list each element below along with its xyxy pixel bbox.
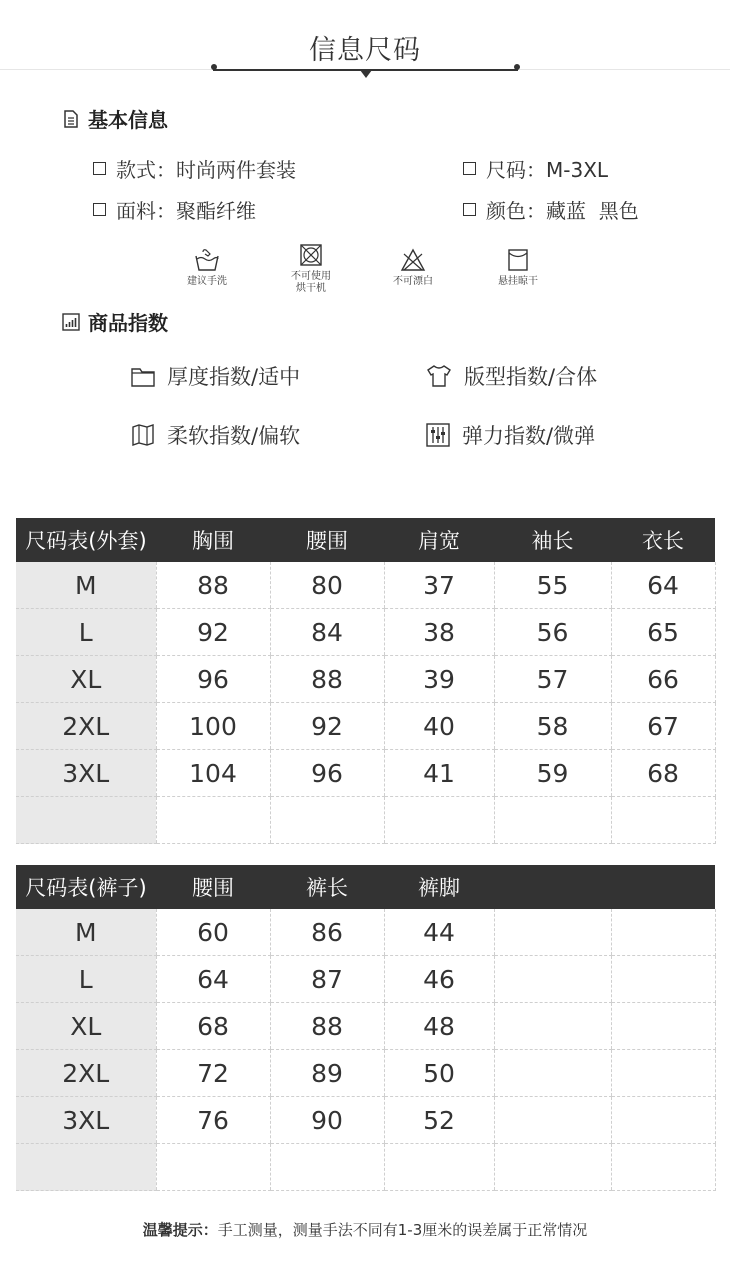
table-cell: 59 (494, 750, 611, 797)
table-cell: 100 (156, 703, 270, 750)
table-cell (494, 797, 611, 844)
tshirt-icon (426, 364, 452, 388)
care-no-bleach (373, 248, 453, 288)
table-row (16, 609, 715, 656)
table-cell: 68 (611, 750, 715, 797)
table-cell (494, 1050, 611, 1097)
note-label: 温馨提示： (142, 1221, 218, 1239)
table-cell (611, 1097, 715, 1144)
table-cell: 38 (384, 609, 494, 656)
table-cell: 41 (384, 750, 494, 797)
table-cell: 88 (270, 656, 384, 703)
size-cell: XL (16, 1003, 156, 1050)
care-no-bleach-label: 不可漂白 (393, 276, 433, 287)
size-cell: 2XL (16, 1050, 156, 1097)
table-cell: 50 (384, 1050, 494, 1097)
table-row (16, 562, 715, 609)
jacket-size-table (16, 518, 716, 844)
table-row (16, 909, 715, 956)
table-cell: 104 (156, 750, 270, 797)
table-cell (611, 1144, 715, 1191)
index-thickness (131, 361, 300, 391)
table-cell (494, 1144, 611, 1191)
table-cell (494, 956, 611, 1003)
table-row (16, 1050, 715, 1097)
size-cell: 3XL (16, 1097, 156, 1144)
hang-dry-icon (506, 248, 530, 272)
table-cell (270, 1144, 384, 1191)
product-index-heading (62, 307, 168, 336)
index-elasticity (426, 420, 595, 450)
bar-chart-icon (62, 313, 80, 331)
table-cell: 64 (156, 956, 270, 1003)
checkbox-square-icon (463, 162, 476, 175)
table-cell: 84 (270, 609, 384, 656)
table-cell: 72 (156, 1050, 270, 1097)
table-cell (611, 1050, 715, 1097)
table-header-cell: 裤脚 (384, 865, 494, 909)
table-cell (494, 1003, 611, 1050)
table-cell: 87 (270, 956, 384, 1003)
title-line-dot-right (514, 64, 520, 70)
info-size-text: 尺码：M-3XL (486, 158, 609, 182)
table-cell: 44 (384, 909, 494, 956)
title-triangle-marker (360, 70, 372, 78)
size-cell: M (16, 562, 156, 609)
index-softness-text: 柔软指数/偏软 (167, 424, 301, 448)
care-no-tumble-dry-label-2: 烘干机 (296, 283, 326, 294)
measurement-note (0, 1219, 730, 1240)
folder-icon (131, 365, 155, 387)
table-header-row (16, 865, 715, 909)
table-cell: 68 (156, 1003, 270, 1050)
table-cell (156, 797, 270, 844)
table-cell: 52 (384, 1097, 494, 1144)
table-cell: 65 (611, 609, 715, 656)
table-cell (611, 797, 715, 844)
basic-info-heading (62, 104, 168, 133)
table-row-empty (16, 797, 715, 844)
table-row (16, 1097, 715, 1144)
index-softness (131, 420, 300, 450)
table-cell (611, 956, 715, 1003)
table-header-cell: 袖长 (494, 518, 611, 562)
table-cell: 56 (494, 609, 611, 656)
table-cell: 89 (270, 1050, 384, 1097)
info-color-text: 颜色：藏蓝 黑色 (486, 199, 639, 223)
info-color (463, 195, 639, 224)
table-cell (494, 909, 611, 956)
table-header-cell: 胸围 (156, 518, 270, 562)
care-hang-dry (478, 248, 558, 288)
size-cell: M (16, 909, 156, 956)
hand-wash-icon (194, 248, 220, 272)
no-tumble-dry-icon (299, 243, 323, 267)
table-header-cell: 衣长 (611, 518, 715, 562)
table-header-cell: 腰围 (156, 865, 270, 909)
care-hand-wash (167, 248, 247, 288)
table-cell (611, 1003, 715, 1050)
table-header-cell: 尺码表(裤子) (16, 865, 156, 909)
table-row (16, 656, 715, 703)
table-cell: 76 (156, 1097, 270, 1144)
table-cell (384, 797, 494, 844)
index-elasticity-text: 弹力指数/微弹 (462, 424, 596, 448)
size-cell: XL (16, 656, 156, 703)
checkbox-square-icon (93, 162, 106, 175)
table-cell: 64 (611, 562, 715, 609)
table-cell: 40 (384, 703, 494, 750)
table-cell: 67 (611, 703, 715, 750)
table-row (16, 703, 715, 750)
size-cell: 2XL (16, 703, 156, 750)
table-cell (494, 1097, 611, 1144)
info-fabric (93, 195, 256, 224)
table-cell: 39 (384, 656, 494, 703)
table-cell: 92 (270, 703, 384, 750)
table-cell: 96 (270, 750, 384, 797)
table-header-cell: 裤长 (270, 865, 384, 909)
table-header-row (16, 518, 715, 562)
no-bleach-icon (400, 248, 426, 272)
table-row (16, 1003, 715, 1050)
document-icon (62, 110, 80, 128)
table-cell: 88 (270, 1003, 384, 1050)
checkbox-square-icon (463, 203, 476, 216)
size-cell: L (16, 609, 156, 656)
table-cell (384, 1144, 494, 1191)
table-header-cell: 腰围 (270, 518, 384, 562)
table-header-cell: 尺码表(外套) (16, 518, 156, 562)
index-fit (426, 361, 597, 391)
table-cell: 96 (156, 656, 270, 703)
care-hang-dry-label: 悬挂晾干 (498, 276, 538, 287)
product-index-heading-text: 商品指数 (88, 311, 168, 335)
care-no-tumble-dry-label-1: 不可使用 (291, 271, 331, 282)
table-cell: 80 (270, 562, 384, 609)
basic-info-heading-text: 基本信息 (88, 108, 168, 132)
table-cell: 88 (156, 562, 270, 609)
table-cell: 92 (156, 609, 270, 656)
info-fabric-text: 面料：聚酯纤维 (116, 199, 256, 223)
table-cell: 90 (270, 1097, 384, 1144)
info-size (463, 154, 608, 183)
care-hand-wash-label: 建议手洗 (187, 276, 227, 287)
checkbox-square-icon (93, 203, 106, 216)
table-cell: 57 (494, 656, 611, 703)
table-cell: 55 (494, 562, 611, 609)
care-no-tumble-dry (271, 243, 351, 295)
sliders-icon (426, 423, 450, 447)
table-cell: 37 (384, 562, 494, 609)
size-cell: 3XL (16, 750, 156, 797)
table-cell (270, 797, 384, 844)
table-cell (156, 1144, 270, 1191)
table-header-cell (611, 865, 715, 909)
fabric-icon (131, 423, 155, 447)
size-cell (16, 797, 156, 844)
table-header-cell: 肩宽 (384, 518, 494, 562)
info-style-text: 款式：时尚两件套装 (116, 158, 296, 182)
table-header-cell (494, 865, 611, 909)
size-cell: L (16, 956, 156, 1003)
table-cell: 66 (611, 656, 715, 703)
table-row-empty (16, 1144, 715, 1191)
table-cell: 46 (384, 956, 494, 1003)
table-cell: 58 (494, 703, 611, 750)
table-cell: 48 (384, 1003, 494, 1050)
index-thickness-text: 厚度指数/适中 (167, 365, 301, 389)
title-line-dot-left (211, 64, 217, 70)
table-cell: 86 (270, 909, 384, 956)
table-cell (611, 909, 715, 956)
table-row (16, 956, 715, 1003)
note-text: 手工测量，测量手法不同有1-3厘米的误差属于正常情况 (217, 1221, 588, 1239)
size-cell (16, 1144, 156, 1191)
pants-size-table (16, 865, 716, 1191)
info-style (93, 154, 296, 183)
table-row (16, 750, 715, 797)
index-fit-text: 版型指数/合体 (464, 365, 598, 389)
page-title: 信息尺码 (309, 35, 421, 66)
table-cell: 60 (156, 909, 270, 956)
